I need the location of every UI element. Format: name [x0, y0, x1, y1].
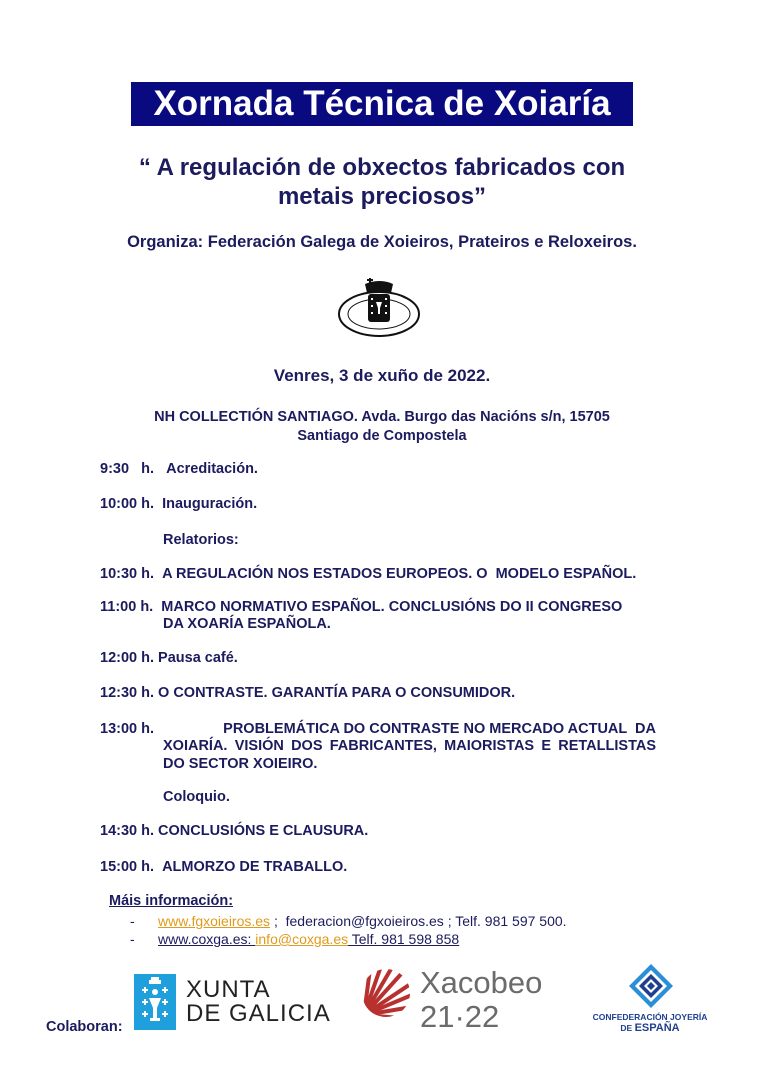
info-line-2 [130, 931, 459, 947]
fgxoieiros-link[interactable]: www.fgxoieiros.es [158, 913, 271, 929]
programme-time: 15:00 h. [100, 859, 154, 875]
xacobeo-line-1: Xacobeo [420, 965, 543, 1000]
programme-text: CONCLUSIÓNS E CLAUSURA. [158, 823, 369, 839]
more-info-heading: Máis información: [109, 893, 234, 909]
programme-time: 12:00 h. [100, 650, 154, 666]
event-title: Xornada Técnica de Xoiaría [131, 82, 633, 126]
programme-text: MARCO NORMATIVO ESPAÑOL. CONCLUSIÓNS DO II CONGRESO [161, 599, 623, 615]
programme-time: 11:00 h. [100, 599, 154, 615]
confederacion-logo-text [585, 1012, 715, 1034]
programme-heading: Relatorios: [163, 532, 239, 548]
subtitle-line-2: metais preciosos” [277, 183, 487, 210]
programme-time: 12:30 h. [100, 685, 154, 701]
subtitle-line-1: “ A regulación de obxectos fabricados con [138, 154, 626, 181]
xacobeo-logo-text [420, 966, 542, 1034]
confed-line-2: DE ESPAÑA [620, 1022, 680, 1034]
organizer: Organiza: Federación Galega de Xoieiros, Prateiros e Reloxeiros. [127, 233, 637, 251]
xunta-logo-text [186, 978, 331, 1026]
programme-text-cont: XOIARÍA. VISIÓN DOS FABRICANTES, MAIORISTAS E RETALLISTAS DO SECTOR XOIEIRO. [163, 738, 656, 772]
xunta-emblem-icon [134, 974, 176, 1030]
programme-text: Inauguración. [162, 496, 258, 512]
contact-details: ; federacion@fgxoieiros.es ; Telf. 981 597 500. [270, 913, 567, 929]
programme-text: A REGULACIÓN NOS ESTADOS EUROPEOS. O MODELO ESPAÑOL. [162, 566, 637, 582]
bullet: - [130, 931, 135, 947]
programme-time: 14:30 h. [100, 823, 154, 839]
xacobeo-line-2: 21·22 [420, 999, 500, 1034]
programme-item [100, 823, 368, 841]
programme-text: PROBLEMÁTICA DO CONTRASTE NO MERCADO ACTUAL DA [223, 721, 656, 737]
xunta-line-1: XUNTA [186, 976, 271, 1003]
event-subtitle [80, 153, 684, 211]
coxga-phone: Telf. 981 598 858 [348, 931, 460, 947]
venue-line-1: NH COLLECTIÓN SANTIAGO. Avda. Burgo das Nacións s/n, 15705 [154, 409, 610, 425]
federation-seal-logo [336, 276, 422, 338]
venue-line-2: Santiago de Compostela [297, 428, 467, 444]
programme-item [100, 859, 347, 877]
event-date: Venres, 3 de xuño de 2022. [273, 366, 491, 385]
programme-text: ALMORZO DE TRABALLO. [162, 859, 348, 875]
programme-item [100, 566, 636, 584]
programme-item [100, 650, 238, 668]
confederacion-diamond-icon [627, 963, 675, 1009]
programme-time: 9:30 h. [100, 461, 154, 477]
programme-time: 13:00 h. [100, 721, 154, 737]
collaborators-label: Colaboran: [46, 1019, 123, 1035]
confed-line-1: CONFEDERACIÓN JOYERÍA [592, 1012, 708, 1022]
info-line-1 [130, 913, 567, 929]
programme-text: Pausa café. [158, 650, 238, 666]
programme-time: 10:00 h. [100, 496, 154, 512]
programme-item [100, 685, 515, 703]
programme-time: 10:30 h. [100, 566, 154, 582]
event-venue [60, 408, 704, 446]
coxga-web-link[interactable]: www.coxga.es [158, 931, 248, 947]
programme-item [100, 496, 257, 514]
bullet: - [130, 913, 135, 929]
programme-text: Acreditación. [166, 461, 258, 477]
programme-item [100, 721, 656, 739]
coxga-email-link[interactable]: info@coxga.es [255, 931, 349, 947]
separator: : [247, 931, 256, 947]
programme-item [100, 461, 258, 479]
xacobeo-shell-icon [360, 967, 412, 1019]
programme-heading: Coloquio. [163, 789, 230, 805]
programme-text-cont: DA XOARÍA ESPAÑOLA. [163, 616, 331, 632]
programme-text: O CONTRASTE. GARANTÍA PARA O CONSUMIDOR. [158, 685, 516, 701]
programme-item [100, 599, 622, 617]
xunta-line-2: DE GALICIA [186, 1000, 331, 1027]
